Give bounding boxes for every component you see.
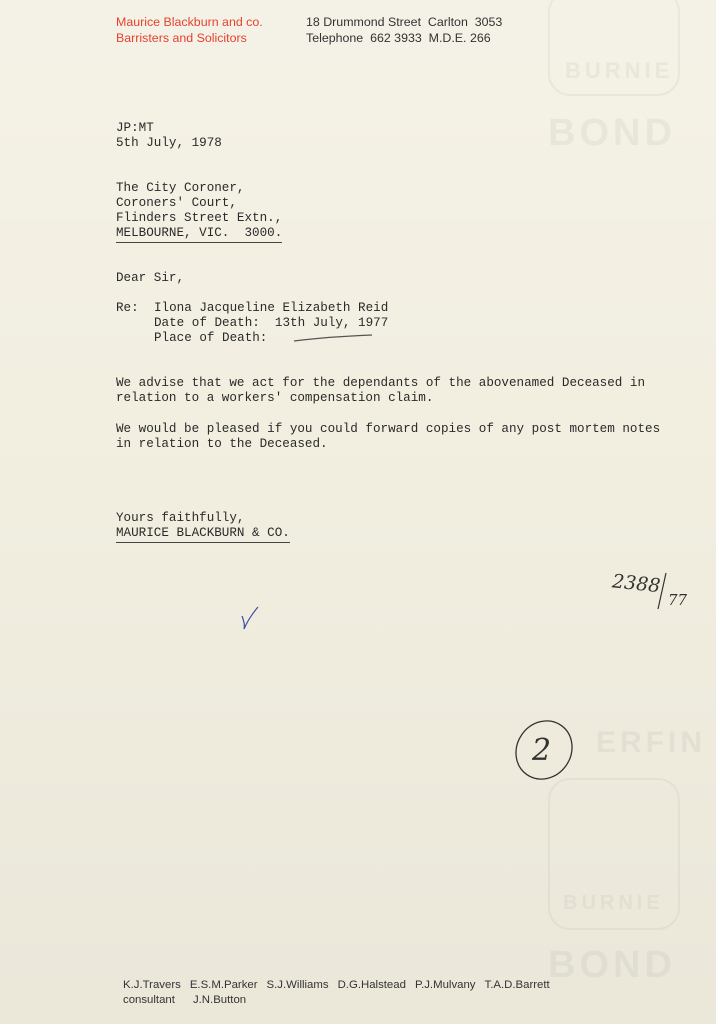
- reference-block: [116, 121, 222, 151]
- body-p1-line-2: relation to a workers' compensation claim.: [116, 391, 434, 405]
- svg-text:2: 2: [532, 733, 552, 768]
- partners-row-1: [123, 978, 559, 993]
- firm-name: Maurice Blackburn and co.: [116, 15, 263, 29]
- salutation: Dear Sir,: [116, 271, 185, 285]
- reference-code: JP:MT: [116, 121, 154, 135]
- letterhead-contact: [306, 14, 502, 46]
- watermark-text-erfin: ERFIN: [596, 726, 706, 759]
- handwritten-file-number: [608, 565, 700, 615]
- watermark-text-burnie-top: BURNIE: [565, 58, 674, 83]
- recipient-line-3: Flinders Street Extn.,: [116, 211, 283, 225]
- firm-telephone: Telephone 662 3933 M.D.E. 266: [306, 31, 491, 45]
- svg-text:2388: 2388: [611, 570, 662, 598]
- body-p2-line-2: in relation to the Deceased.: [116, 437, 328, 451]
- body-paragraph-2: [116, 422, 676, 452]
- valediction: Yours faithfully,: [116, 511, 245, 525]
- firm-address: 18 Drummond Street Carlton 3053: [306, 15, 503, 29]
- watermark-text-bond-top: BOND: [548, 112, 676, 154]
- signatory: MAURICE BLACKBURN & CO.: [116, 526, 290, 543]
- recipient-line-1: The City Coroner,: [116, 181, 245, 195]
- letter-date: 5th July, 1978: [116, 136, 222, 150]
- recipient-line-4: MELBOURNE, VIC. 3000.: [116, 226, 282, 243]
- date-of-death: Date of Death: 13th July, 1977: [154, 316, 389, 330]
- watermark-text-bond-bottom: BOND: [548, 944, 676, 986]
- place-of-death-blank-line: [292, 332, 376, 344]
- deceased-name: Ilona Jacqueline Elizabeth Reid: [154, 301, 389, 315]
- partners-row-2: [123, 993, 559, 1008]
- partner-name: T.A.D.Barrett: [484, 979, 550, 991]
- partners-list: [123, 978, 559, 1008]
- partner-name: D.G.Halstead: [337, 979, 406, 991]
- partner-name: E.S.M.Parker: [189, 979, 258, 991]
- svg-text:77: 77: [668, 591, 688, 609]
- consultant-label: consultant: [123, 994, 175, 1006]
- body-p1-line-1: We advise that we act for the dependants of the abovenamed Deceased in: [116, 376, 646, 390]
- subject-label: Re:: [116, 301, 139, 315]
- letterhead-firm: [116, 14, 263, 46]
- recipient-line-2: Coroners' Court,: [116, 196, 237, 210]
- partner-name: S.J.Williams: [266, 979, 329, 991]
- place-of-death: Place of Death:: [154, 331, 268, 345]
- handwritten-tick-mark: [238, 604, 264, 632]
- watermark-text-burnie-bottom: BURNIE: [563, 892, 664, 914]
- partner-name: P.J.Mulvany: [414, 979, 476, 991]
- firm-type: Barristers and Solicitors: [116, 31, 247, 45]
- handwritten-circled-number: [510, 714, 580, 784]
- body-p2-line-1: We would be pleased if you could forward copies of any post mortem notes: [116, 422, 661, 436]
- recipient-address: [116, 181, 282, 243]
- closing-block: [116, 511, 290, 543]
- partner-name: K.J.Travers: [123, 979, 181, 991]
- body-paragraph-1: [116, 376, 676, 406]
- consultant-name: J.N.Button: [192, 994, 247, 1006]
